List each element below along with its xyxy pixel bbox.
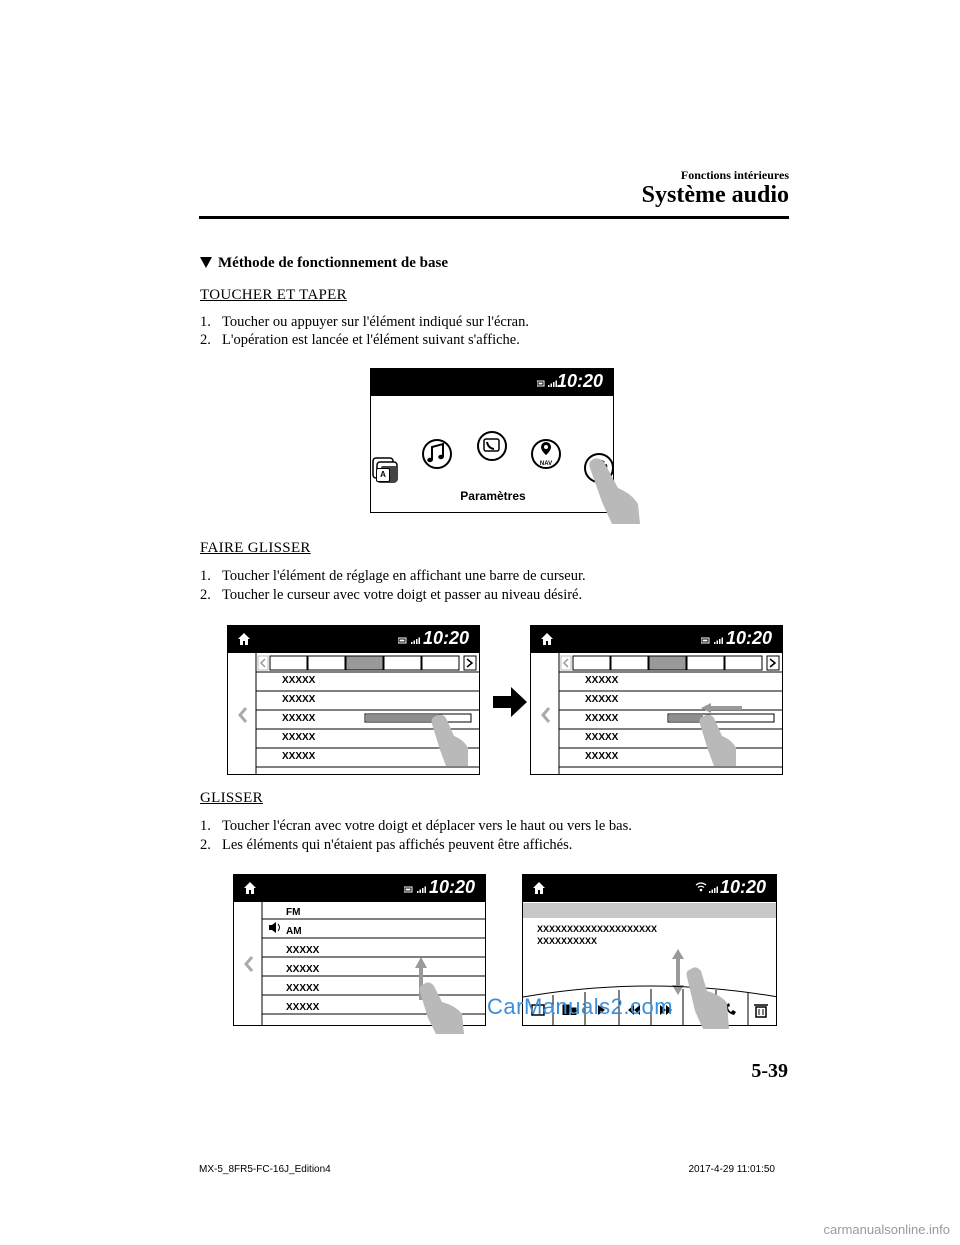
- speaker-icon: [269, 922, 280, 933]
- screen-clock: 10:20: [428, 877, 475, 897]
- list-item: XXXXX: [585, 675, 619, 686]
- step-drag-2: [200, 587, 582, 604]
- step-drag-1: [200, 568, 586, 585]
- step-number: 2.: [200, 332, 211, 348]
- music-icon: [423, 440, 451, 468]
- list-item: XXXXX: [585, 694, 619, 705]
- home-icon: [242, 880, 258, 896]
- list-item: XXXXX: [282, 694, 316, 705]
- wifi-signal-icon: [695, 880, 721, 896]
- screen-status-bar: [523, 875, 776, 902]
- list-item: XXXXX: [585, 732, 619, 743]
- battery-signal-icon: [398, 637, 424, 645]
- home-icon: [531, 880, 547, 896]
- step-text: Toucher le curseur avec votre doigt et passer au niveau désiré.: [222, 587, 583, 603]
- step-text: Les éléments qui n'étaient pas affichés peuvent être affichés.: [222, 837, 573, 853]
- method-title-text: Méthode de fonctionnement de base: [218, 255, 448, 271]
- screen-status-bar: [371, 369, 613, 396]
- step-swipe-2: [200, 837, 572, 854]
- screen-status-bar: [531, 626, 782, 653]
- step-touch-2: [200, 332, 520, 349]
- message-line: XXXXXXXXXX: [537, 936, 598, 946]
- finger-swipe-icon: [418, 980, 468, 1036]
- finger-drag-icon: [698, 712, 738, 770]
- step-text: Toucher ou appuyer sur l'élément indiqué sur l'écran.: [222, 314, 529, 330]
- apps-badge: A: [376, 468, 390, 482]
- list-item: XXXXX: [286, 983, 320, 994]
- message-line: XXXXXXXXXXXXXXXXXXXX: [537, 924, 658, 934]
- list-item-am: AM: [286, 926, 302, 937]
- finger-drag-icon: [430, 712, 470, 770]
- step-swipe-1: [200, 818, 632, 835]
- screen-status-bar: [228, 626, 479, 653]
- triangle-bullet-icon: [200, 257, 212, 268]
- footer-date: 2017-4-29 11:01:50: [688, 1164, 775, 1175]
- screen-clock: 10:20: [422, 628, 469, 648]
- nav-label: NAV: [539, 461, 553, 467]
- battery-signal-icon: [404, 886, 430, 894]
- figure-slider-after: [530, 625, 783, 775]
- chapter-title: Fonctions intérieures: [680, 168, 789, 182]
- list-item: XXXXX: [585, 713, 619, 724]
- list-item: XXXXX: [282, 675, 316, 686]
- step-text: Toucher l'élément de réglage en affichant une barre de curseur.: [222, 568, 586, 584]
- step-number: 2.: [200, 587, 211, 603]
- list-item-fm: FM: [286, 907, 301, 918]
- chevron-left-icon: [240, 708, 246, 722]
- page-number: 5-39: [751, 1060, 788, 1082]
- screen-status-bar: [234, 875, 485, 902]
- arrow-right-icon: [493, 687, 527, 717]
- home-icon: [539, 631, 555, 647]
- chevron-left-icon: [246, 957, 252, 971]
- screen-clock: 10:20: [725, 628, 772, 648]
- list-item: XXXXX: [282, 732, 316, 743]
- watermark-site: carmanualsonline.info: [823, 1222, 950, 1237]
- figure-home-screen: [370, 368, 614, 513]
- step-number: 1.: [200, 818, 211, 834]
- step-text: L'opération est lancée et l'élément suivant s'affiche.: [222, 332, 520, 348]
- finger-swipe-icon: [683, 965, 733, 1035]
- finger-tap-icon: [580, 456, 642, 526]
- section-title: Système audio: [641, 182, 789, 208]
- watermark-logo: CarManuals2.com: [487, 994, 674, 1019]
- footer-doc-id: MX-5_8FR5-FC-16J_Edition4: [199, 1164, 331, 1175]
- chevron-left-icon: [543, 708, 549, 722]
- screen-clock: 10:20: [719, 877, 766, 897]
- battery-signal-icon: [537, 380, 559, 388]
- step-text: Toucher l'écran avec votre doigt et déplacer vers le haut ou vers le bas.: [222, 818, 632, 834]
- list-item: XXXXX: [286, 945, 320, 956]
- heading-touch-tap: TOUCHER ET TAPER: [200, 287, 347, 303]
- list-item: XXXXX: [286, 1002, 320, 1013]
- heading-swipe: GLISSER: [200, 790, 263, 806]
- trash-icon: [754, 1005, 768, 1017]
- header-rule: [199, 216, 789, 219]
- step-number: 1.: [200, 314, 211, 330]
- step-number: 2.: [200, 837, 211, 853]
- screen-clock: 10:20: [556, 371, 603, 391]
- settings-label: Paramètres: [460, 489, 526, 503]
- step-touch-1: [200, 314, 529, 331]
- list-item: XXXXX: [282, 713, 316, 724]
- list-item: XXXXX: [282, 751, 316, 762]
- battery-signal-icon: [701, 637, 727, 645]
- list-item: XXXXX: [286, 964, 320, 975]
- slider-list: [531, 653, 783, 775]
- message-header-bar: [523, 903, 777, 918]
- method-title: [200, 255, 448, 272]
- heading-drag: FAIRE GLISSER: [200, 540, 311, 556]
- step-number: 1.: [200, 568, 211, 584]
- list-item: XXXXX: [585, 751, 619, 762]
- home-icon: [236, 631, 252, 647]
- phone-icon: [478, 432, 506, 460]
